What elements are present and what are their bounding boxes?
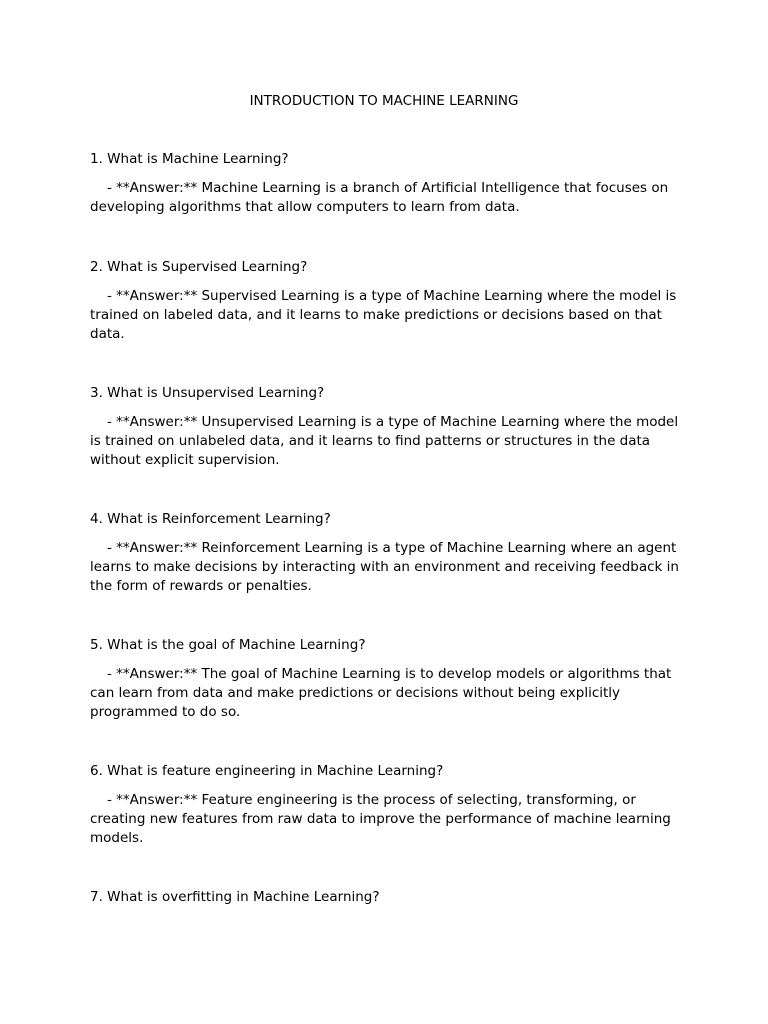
qa-item (90, 762, 680, 849)
question-text: 2. What is Supervised Learning? (90, 259, 308, 275)
answer-paragraph (90, 539, 680, 597)
qa-item (90, 888, 680, 917)
qa-item (90, 150, 680, 217)
answer-paragraph (90, 665, 680, 723)
question-text: 5. What is the goal of Machine Learning? (90, 637, 366, 653)
question-text: 6. What is feature engineering in Machine Learning? (90, 763, 444, 779)
question-text: 7. What is overfitting in Machine Learning? (90, 889, 380, 905)
answer-text: - **Answer:** Feature engineering is the process of selecting, transforming, or creating new features from raw data to improve the performance of machine learning models. (90, 792, 671, 847)
qa-item (90, 258, 680, 345)
document-title: INTRODUCTION TO MACHINE LEARNING (249, 93, 519, 109)
answer-text: - **Answer:** Machine Learning is a branch of Artificial Intelligence that focuses on developing algorithms that allow computers to learn from data. (90, 180, 669, 216)
answer-text: - **Answer:** Unsupervised Learning is a type of Machine Learning where the model is trained on unlabeled data, and it learns to find patterns or structures in the data without explicit supervision. (90, 414, 679, 469)
answer-paragraph (90, 179, 680, 217)
qa-item (90, 384, 680, 471)
answer-text: - **Answer:** Supervised Learning is a type of Machine Learning where the model is trained on labeled data, and it learns to make predictions or decisions based on that data. (90, 288, 677, 343)
answer-paragraph (90, 791, 680, 849)
question-text: 1. What is Machine Learning? (90, 151, 289, 167)
answer-text: - **Answer:** Reinforcement Learning is a type of Machine Learning where an agent learns to make decisions by interacting with an environment and receiving feedback in the form of rewards or penalties. (90, 540, 679, 595)
question-text: 4. What is Reinforcement Learning? (90, 511, 331, 527)
qa-item (90, 510, 680, 597)
answer-paragraph (90, 413, 680, 471)
answer-paragraph (90, 287, 680, 345)
qa-item (90, 636, 680, 723)
question-text: 3. What is Unsupervised Learning? (90, 385, 325, 401)
answer-text: - **Answer:** The goal of Machine Learning is to develop models or algorithms that can learn from data and make predictions or decisions without being explicitly programmed to do so. (90, 666, 672, 721)
